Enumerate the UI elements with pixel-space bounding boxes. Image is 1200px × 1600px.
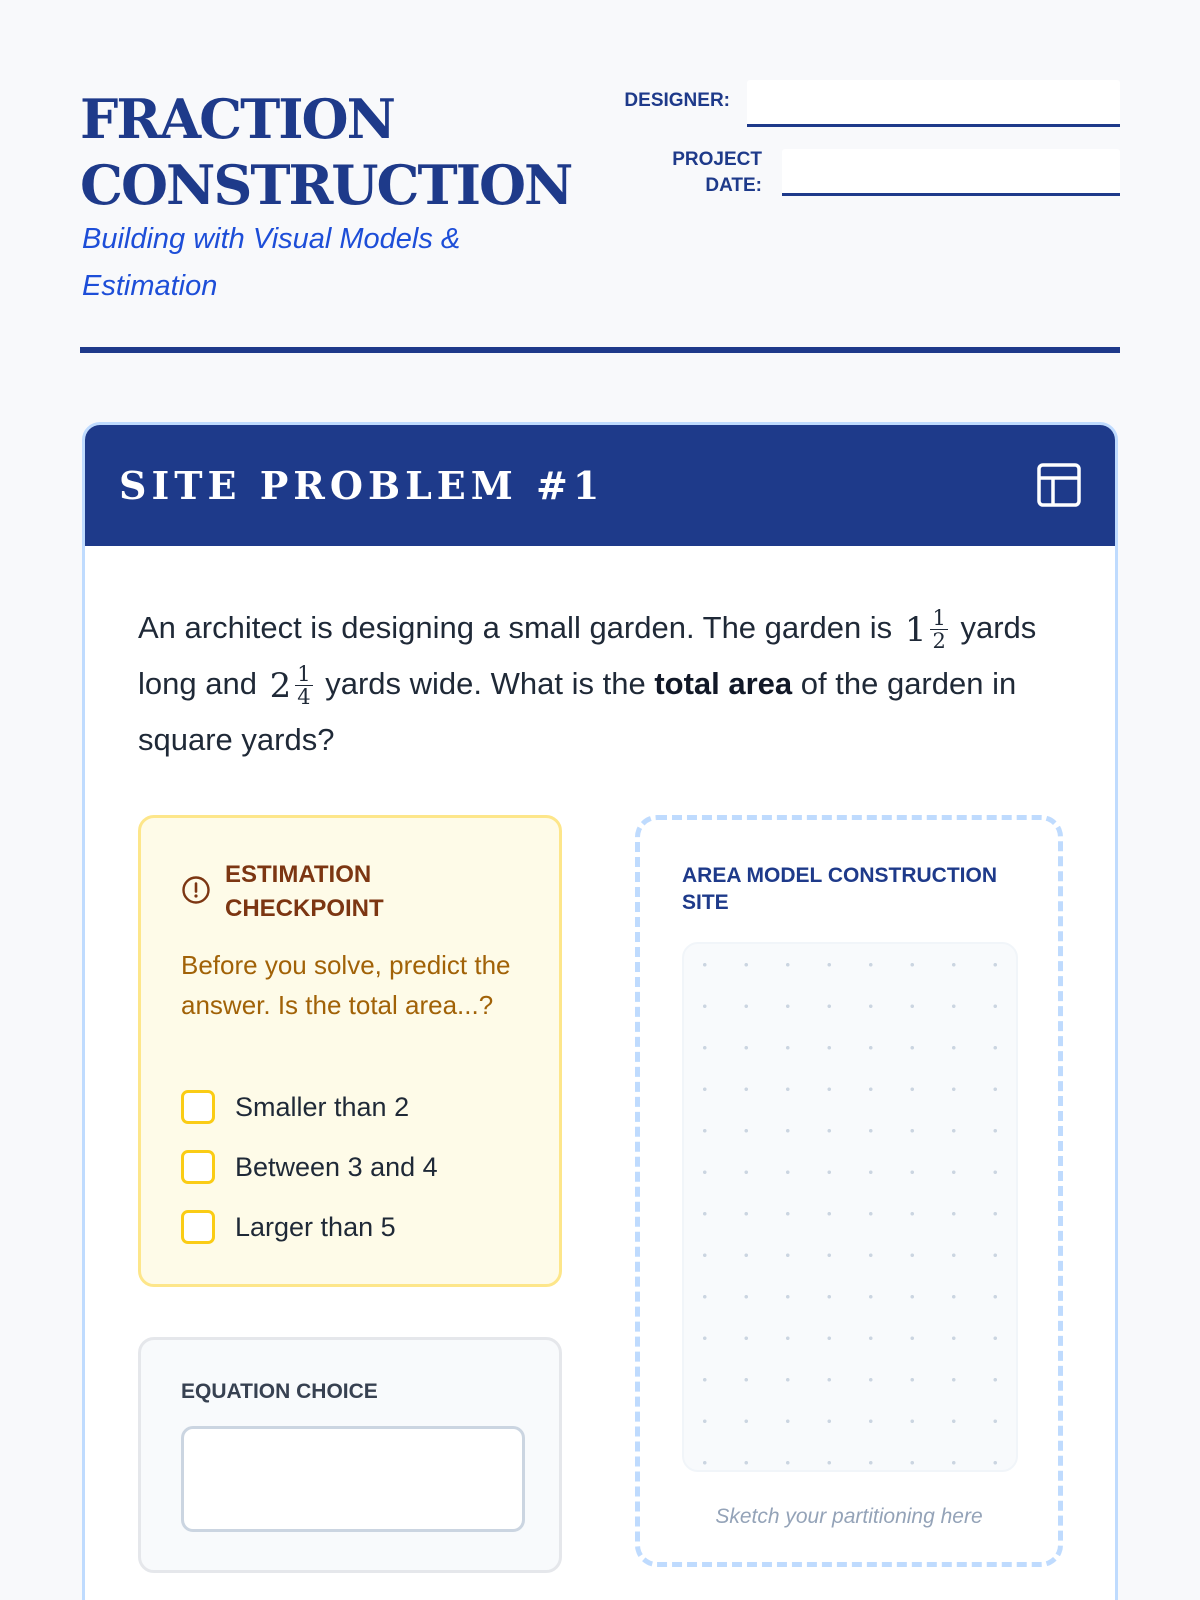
sketch-dot-grid[interactable] xyxy=(682,942,1018,1472)
garden-width-fraction xyxy=(270,659,313,713)
estimation-title xyxy=(225,858,384,926)
card-title: SITE PROBLEM #1 xyxy=(119,463,605,508)
date-label-line-1: PROJECT xyxy=(672,149,762,170)
option-label: Smaller than 2 xyxy=(235,1091,410,1122)
title-line-1: FRACTION xyxy=(80,87,394,151)
equation-choice-title: EQUATION CHOICE xyxy=(181,1380,378,1403)
option-label: Between 3 and 4 xyxy=(235,1151,438,1182)
header-divider xyxy=(80,347,1120,353)
width-whole: 2 xyxy=(269,665,292,706)
page-subtitle: Building with Visual Models & Estimation xyxy=(82,223,461,302)
length-numerator: 1 xyxy=(932,606,946,631)
estimation-checkpoint xyxy=(138,815,562,1287)
length-denominator: 2 xyxy=(932,629,946,654)
width-denominator: 4 xyxy=(297,685,311,710)
estimation-title-line-1: ESTIMATION xyxy=(225,861,372,888)
area-model-title: AREA MODEL CONSTRUCTION SITE xyxy=(682,864,997,914)
problem-emphasis: total area xyxy=(654,665,793,701)
sketch-hint: Sketch your partitioning here xyxy=(715,1505,983,1528)
problem-text-1: An architect is designing a small garden. The garden is xyxy=(138,610,893,645)
problem-statement xyxy=(138,601,1068,767)
problem-text-3: yards wide. What is the xyxy=(325,665,646,701)
date-label-line-2: DATE: xyxy=(705,175,762,196)
option-checkbox[interactable] xyxy=(181,1210,215,1244)
option-checkbox[interactable] xyxy=(181,1150,215,1184)
estimation-option[interactable] xyxy=(181,1150,438,1184)
page-title xyxy=(80,86,571,218)
width-numerator: 1 xyxy=(297,662,311,687)
garden-length-fraction xyxy=(905,603,948,657)
option-checkbox[interactable] xyxy=(181,1090,215,1124)
option-label: Larger than 5 xyxy=(235,1211,396,1242)
project-date-field[interactable] xyxy=(782,149,1120,196)
alert-circle-icon xyxy=(181,875,211,905)
equation-choice-panel xyxy=(138,1337,562,1573)
length-whole: 1 xyxy=(904,609,927,650)
equation-input[interactable] xyxy=(181,1426,525,1532)
problem-text-2: yards long and xyxy=(138,610,1037,701)
layout-icon xyxy=(1035,461,1083,509)
card-header xyxy=(85,425,1115,546)
estimation-option[interactable] xyxy=(181,1090,409,1124)
estimation-title-line-2: CHECKPOINT xyxy=(225,895,384,922)
designer-field[interactable] xyxy=(747,80,1120,127)
title-line-2: CONSTRUCTION xyxy=(80,153,572,217)
area-model-site xyxy=(635,815,1063,1567)
problem-text-4: of the garden in square yards? xyxy=(138,665,1017,757)
project-date-label xyxy=(600,147,762,199)
estimation-option[interactable] xyxy=(181,1210,396,1244)
estimation-prompt: Before you solve, predict the answer. Is the total area...? xyxy=(181,950,511,1020)
designer-label: DESIGNER: xyxy=(624,90,730,111)
site-problem-card xyxy=(82,422,1118,1600)
